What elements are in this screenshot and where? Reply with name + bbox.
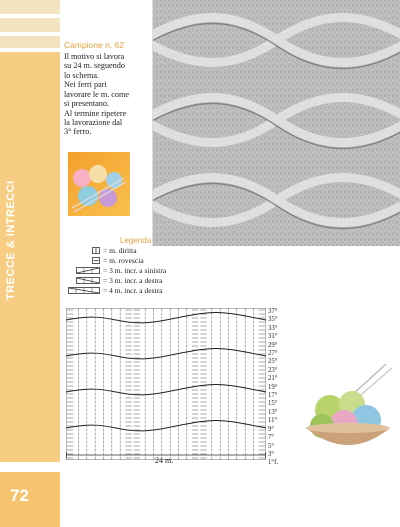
top-stripe xyxy=(0,0,60,14)
row-number: 27° xyxy=(268,350,278,358)
legend-label: = m. rovescia xyxy=(103,256,144,265)
sample-line: 3° ferro. xyxy=(64,127,92,137)
chart-width-label: 24 m. xyxy=(155,456,174,465)
legend-label: = 3 m. incr. a sinistra xyxy=(103,266,167,275)
knit-swatch-photo xyxy=(152,0,400,246)
row-number: 37° xyxy=(268,308,278,315)
sample-line: la lavorazione dal xyxy=(64,117,123,127)
section-title: TRECCE & INTRECCI xyxy=(5,180,17,300)
sample-line: lo schema. xyxy=(64,70,100,80)
row-numbers xyxy=(268,308,278,468)
legend-item xyxy=(76,266,232,275)
row-number: 11° xyxy=(268,417,278,425)
legend-title: Legenda xyxy=(120,236,152,245)
sample-line: Nei ferri pari xyxy=(64,80,107,90)
legend-label: = m. diritta xyxy=(103,246,137,255)
legend xyxy=(62,236,232,295)
sample-description xyxy=(64,40,154,137)
yarn-illustration xyxy=(68,152,130,216)
sample-title: Campione n. 62 xyxy=(64,40,125,50)
cross-right-4-symbol xyxy=(68,287,100,294)
row-number: 13° xyxy=(268,408,278,416)
row-number: 21° xyxy=(268,375,278,383)
row-number: 25° xyxy=(268,358,278,366)
row-number: 7° xyxy=(268,434,275,442)
legend-item xyxy=(92,256,232,265)
row-number: 29° xyxy=(268,341,278,349)
knit-stitch-symbol xyxy=(92,247,100,254)
row-number: 15° xyxy=(268,400,278,408)
row-number: 35° xyxy=(268,316,278,324)
row-number: 23° xyxy=(268,366,278,374)
cross-left-3-symbol xyxy=(76,267,100,274)
row-number: 5° xyxy=(268,442,275,450)
row-number: 31° xyxy=(268,333,278,341)
row-number: 19° xyxy=(268,383,278,391)
page-number-box xyxy=(0,472,60,527)
row-number: 33° xyxy=(268,324,278,332)
knitting-chart xyxy=(66,308,266,460)
legend-item xyxy=(92,246,232,255)
row-number: 17° xyxy=(268,392,278,400)
legend-item xyxy=(76,276,232,285)
top-stripe xyxy=(0,36,60,48)
row-number: 3° xyxy=(268,450,275,458)
legend-item xyxy=(68,286,232,295)
sample-line: Al termine ripetere xyxy=(64,108,127,118)
sample-line: su 24 m. seguendo xyxy=(64,61,125,71)
purl-stitch-symbol xyxy=(92,257,100,264)
sample-text xyxy=(64,52,154,137)
sample-line: si presentano. xyxy=(64,99,110,109)
row-number: 1°f. xyxy=(268,459,279,467)
top-stripe xyxy=(0,18,60,32)
sample-line: Il motivo si lavora xyxy=(64,52,125,61)
legend-label: = 3 m. incr. a destra xyxy=(103,276,163,285)
sample-line: lavorare le m. come xyxy=(64,89,130,99)
yarn-bowl-photo xyxy=(300,362,396,456)
cross-right-3-symbol xyxy=(76,277,100,284)
page-number: 72 xyxy=(10,486,29,505)
row-number: 9° xyxy=(268,425,275,433)
yarn-photo xyxy=(68,152,130,216)
legend-label: = 4 m. incr. a destra xyxy=(103,286,163,295)
chart-border xyxy=(66,308,266,460)
